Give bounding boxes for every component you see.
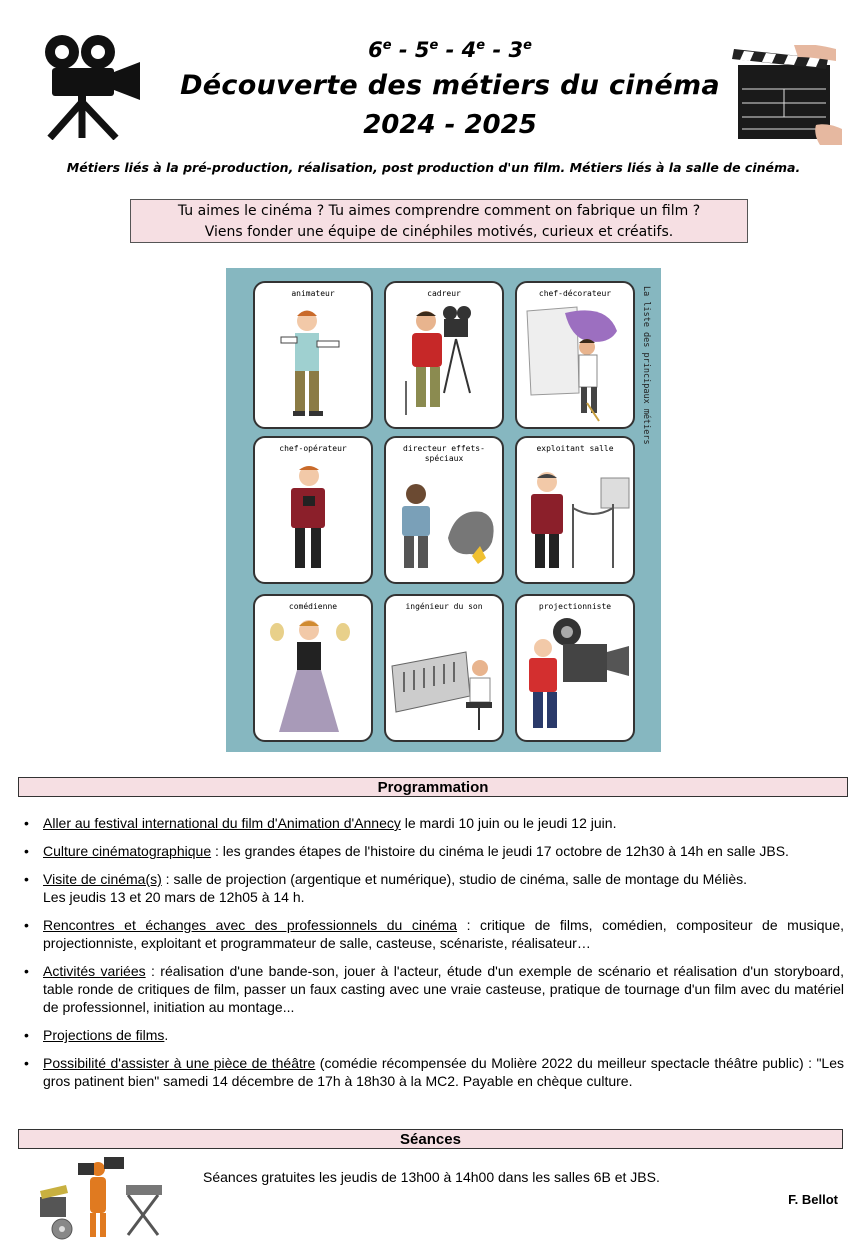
card-ingenieur-du-son bbox=[384, 594, 504, 742]
film-camera-icon bbox=[40, 30, 148, 140]
card-directeur-effets-speciaux bbox=[384, 436, 504, 584]
projectionist-illustration bbox=[517, 596, 633, 740]
set-designer-illustration bbox=[517, 283, 633, 427]
card-exploitant-salle bbox=[515, 436, 635, 584]
programmation-heading: Programmation bbox=[18, 777, 848, 797]
card-label: ingénieur du son bbox=[405, 602, 483, 611]
card-label: chef-opérateur bbox=[279, 444, 347, 453]
intro-line-2: Viens fonder une équipe de cinéphiles motivés, curieux et créatifs. bbox=[204, 224, 674, 240]
programmation-list bbox=[24, 814, 844, 1100]
card-cadreur bbox=[384, 281, 504, 429]
card-label: chef-décorateur bbox=[538, 289, 612, 298]
list-item: • Rencontres et échanges avec des professionnels du cinéma : critique de films, comédien, compositeur de musique, projectionniste, exploitant et programmateur de salle, casteuse, scénariste, réalisateur… bbox=[24, 917, 844, 951]
bullet-icon: • bbox=[24, 1055, 29, 1071]
camera-operator-illustration bbox=[386, 283, 502, 427]
actress-illustration bbox=[255, 596, 371, 740]
card-label: cadreur bbox=[427, 289, 461, 298]
clapperboard-icon bbox=[724, 45, 842, 145]
bullet-icon: • bbox=[24, 963, 29, 979]
intro-box bbox=[130, 199, 748, 243]
page-subtitle: Métiers liés à la pré-production, réalisation, post production d'un film. Métiers liés à la salle de cinéma. bbox=[66, 160, 801, 175]
poster-side-caption: La liste des principaux métiers bbox=[641, 286, 651, 445]
jobs-poster bbox=[226, 268, 661, 752]
card-chef-operateur bbox=[253, 436, 373, 584]
list-item: • Possibilité d'assister à une pièce de théâtre (comédie récompensée du Molière 2022 du meilleur spectacle théâtre public) : "Les gros patinent bien" samedi 14 décembre de 17h à 18h30 à la MC2. Payable en chèque culture. bbox=[24, 1055, 844, 1089]
list-item: • Visite de cinéma(s) : salle de projection (argentique et numérique), studio de cinéma, salle de montage du Méliès. Les jeudis 13 et 20 mars de 12h05 à 14 h. bbox=[24, 871, 748, 905]
card-animateur bbox=[253, 281, 373, 429]
card-projectionniste bbox=[515, 594, 635, 742]
card-label: comédienne bbox=[288, 602, 338, 611]
bullet-icon: • bbox=[24, 843, 29, 859]
card-label: projectionniste bbox=[538, 602, 612, 611]
bullet-icon: • bbox=[24, 871, 29, 887]
bullet-icon: • bbox=[24, 1027, 29, 1043]
author-signature: F. Bellot bbox=[788, 1192, 838, 1207]
bullet-icon: • bbox=[24, 815, 29, 831]
list-item: • Activités variées : réalisation d'une bande-son, jouer à l'acteur, étude d'un exemple de scénario et réalisation d'un storyboard, table ronde de critiques de film, passer un faux casting avec une vraie casteuse, pratique de tournage d'un film avec du matériel de professionnel, initiation au montage... bbox=[24, 963, 844, 1015]
card-label: directeur effets-spéciaux bbox=[403, 444, 485, 463]
animator-illustration bbox=[255, 283, 371, 427]
page-title: Découverte des métiers du cinéma bbox=[180, 70, 720, 101]
list-item: • Projections de films. bbox=[24, 1027, 169, 1043]
cinema-manager-illustration bbox=[517, 438, 633, 582]
school-year: 2024 - 2025 bbox=[363, 110, 537, 140]
list-item: • Culture cinématographique : les grandes étapes de l'histoire du cinéma le jeudi 17 octobre de 12h30 à 14h en salle JBS. bbox=[24, 843, 789, 859]
intro-line-1: Tu aimes le cinéma ? Tu aimes comprendre comment on fabrique un film ? bbox=[177, 203, 701, 219]
bullet-icon: • bbox=[24, 917, 29, 933]
card-comedienne bbox=[253, 594, 373, 742]
seances-text: Séances gratuites les jeudis de 13h00 à 14h00 dans les salles 6B et JBS. bbox=[203, 1169, 660, 1185]
card-chef-decorateur bbox=[515, 281, 635, 429]
card-label: exploitant salle bbox=[536, 444, 614, 453]
seances-heading: Séances bbox=[18, 1129, 843, 1149]
card-label: animateur bbox=[291, 289, 335, 298]
cinema-props-icon bbox=[38, 1155, 168, 1241]
cinematographer-illustration bbox=[255, 438, 371, 582]
grade-levels: 6e - 5e - 4e - 3e bbox=[368, 38, 532, 62]
list-item: • Aller au festival international du film d'Animation d'Annecy le mardi 10 juin ou le jeudi 12 juin. bbox=[24, 815, 617, 831]
sound-engineer-illustration bbox=[386, 596, 502, 740]
